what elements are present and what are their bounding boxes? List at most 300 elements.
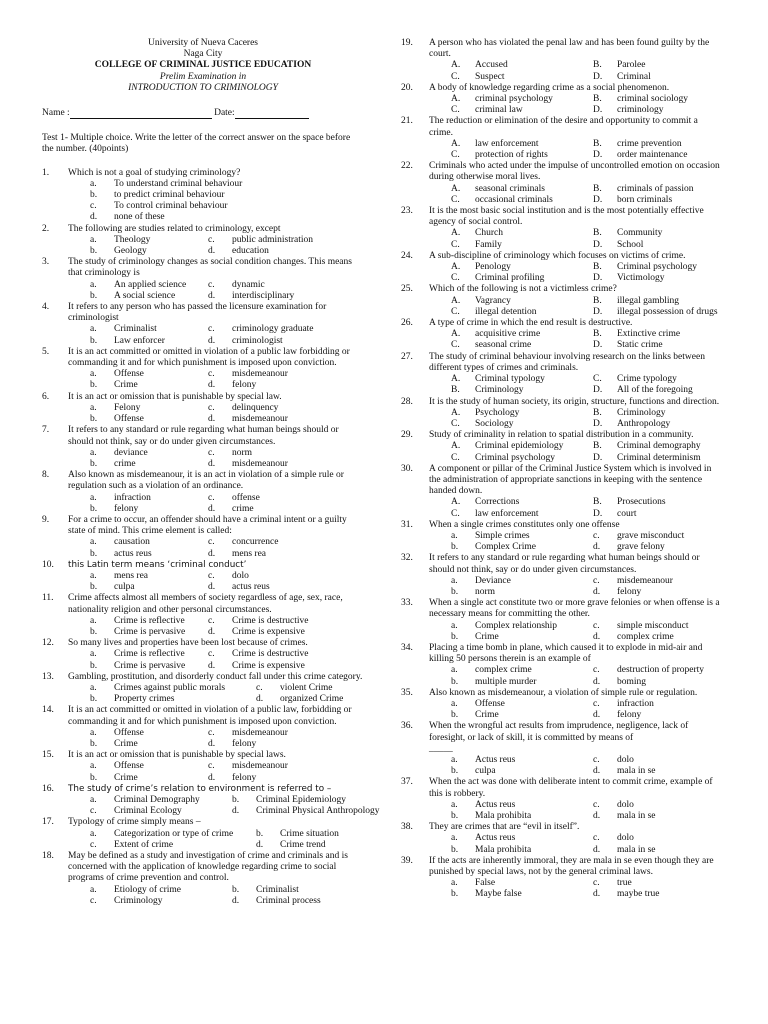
answer-option[interactable] [90,694,250,705]
answer-option[interactable] [90,683,250,694]
answer-option[interactable] [451,665,587,676]
answer-option[interactable] [256,683,364,694]
option-text: causation [114,537,150,548]
option-text: Felony [114,402,141,413]
option-text: Complex Crime [475,542,536,553]
question-number: 8. [42,470,50,481]
answer-option[interactable] [90,773,202,784]
option-letter: d. [256,839,264,850]
answer-option[interactable] [593,374,723,385]
question-number: 1. [42,167,50,178]
option-text: concurrence [232,537,279,548]
answer-option[interactable] [451,329,587,340]
option-text: Criminology [617,407,666,418]
option-text: criminology [617,105,664,116]
question-text: The study of criminology changes as social condition changes. This means that criminology is [68,257,352,279]
answer-option[interactable] [451,184,587,195]
option-grid [429,329,723,351]
answer-option[interactable] [90,291,202,302]
option-letter: A. [451,262,461,273]
answer-option[interactable] [208,739,364,750]
question-item [42,817,364,851]
question-number: 6. [42,391,50,402]
answer-option[interactable] [232,795,380,806]
option-text: Property crimes [114,694,175,705]
question-text: When the act was done with deliberate intent to commit crime, example of this is robbery. [429,777,713,799]
answer-option[interactable] [593,766,723,777]
answer-option[interactable] [256,840,364,851]
answer-option[interactable] [593,531,723,542]
option-letter: A. [451,94,461,105]
answer-option[interactable] [451,273,587,284]
answer-option[interactable] [90,582,202,593]
answer-option[interactable] [208,761,364,772]
answer-option[interactable] [593,150,723,161]
answer-option[interactable] [593,240,723,251]
answer-option[interactable] [90,459,202,470]
option-letter: b. [90,414,98,425]
answer-option[interactable] [208,414,364,425]
option-letter: B. [593,183,602,194]
option-letter: d. [208,548,216,559]
answer-option[interactable] [593,845,723,856]
answer-option[interactable] [451,195,587,206]
question-text: It is the most basic social institution and is the most potentially effective agency of social control. [429,206,704,228]
answer-option[interactable] [593,453,723,464]
option-letter: A. [451,374,461,385]
option-letter: d. [593,811,601,822]
option-grid [68,448,364,470]
name-label: Name : [42,108,70,119]
answer-option[interactable] [90,414,202,425]
question-number: 12. [42,638,54,649]
option-letter: c. [208,447,215,458]
answer-option[interactable] [451,710,587,721]
right-question-list [403,38,723,901]
answer-option[interactable] [451,72,587,83]
answer-option[interactable] [593,889,723,900]
option-letter: D. [593,418,603,429]
option-list [68,179,364,224]
answer-option[interactable] [90,201,364,212]
option-letter: c. [593,698,600,709]
answer-option[interactable] [256,694,364,705]
option-text: Criminal Ecology [114,806,182,817]
answer-option[interactable] [90,190,364,201]
option-letter: D. [593,194,603,205]
option-text: Offense [114,727,144,738]
option-grid [68,280,364,302]
answer-option[interactable] [208,235,364,246]
answer-option[interactable] [593,497,723,508]
answer-option[interactable] [593,699,723,710]
option-text: Offense [114,761,144,772]
answer-option[interactable] [451,453,587,464]
question-text: Study of criminality in relation to spatial distribution in a community. [429,430,694,441]
left-column [42,38,380,907]
answer-option[interactable] [208,773,364,784]
answer-option[interactable] [90,537,202,548]
answer-option[interactable] [451,833,587,844]
answer-option[interactable] [232,896,364,907]
answer-option[interactable] [451,889,587,900]
question-number: 27. [401,351,413,362]
option-letter: c. [208,402,215,413]
answer-option[interactable] [593,139,723,150]
answer-option[interactable] [208,291,364,302]
option-letter: D. [593,508,603,519]
question-text: If the acts are inherently immoral, they are mala in se even though they are punished by special laws, not by the general criminal laws. [429,855,714,878]
option-letter: b. [90,190,98,201]
answer-option[interactable] [90,829,250,840]
option-letter: C. [451,71,460,82]
answer-option[interactable] [593,273,723,284]
answer-option[interactable] [90,896,226,907]
answer-option[interactable] [593,307,723,318]
answer-option[interactable] [90,627,202,638]
answer-option[interactable] [451,845,587,856]
date-label: Date: [214,108,235,119]
option-grid [429,60,723,82]
answer-option[interactable] [90,761,202,772]
answer-option[interactable] [593,262,723,273]
answer-option[interactable] [451,94,587,105]
answer-option[interactable] [593,105,723,116]
option-text: felony [617,586,642,597]
option-text: mala in se [617,811,656,822]
option-grid [429,699,723,721]
option-grid [429,184,723,206]
question-item [42,168,364,224]
answer-option[interactable] [208,493,364,504]
answer-option[interactable] [451,296,587,307]
option-letter: a. [451,878,458,889]
answer-option[interactable] [451,699,587,710]
answer-option[interactable] [593,195,723,206]
answer-option[interactable] [208,369,364,380]
answer-option[interactable] [451,587,587,598]
answer-option[interactable] [90,235,202,246]
option-text: Criminology [114,895,163,906]
answer-option[interactable] [451,509,587,520]
answer-option[interactable] [593,665,723,676]
answer-option[interactable] [593,72,723,83]
option-letter: A. [451,183,461,194]
option-letter: B. [593,60,602,71]
answer-option[interactable] [451,150,587,161]
answer-option[interactable] [593,408,723,419]
option-letter: A. [451,441,461,452]
option-text: to predict criminal behaviour [114,190,225,201]
question-text: It is an act or omission that is punishable by special laws. [68,750,286,761]
answer-option[interactable] [593,755,723,766]
answer-option[interactable] [90,504,202,515]
answer-option[interactable] [451,878,587,889]
option-letter: c. [208,761,215,772]
answer-option[interactable] [90,179,364,190]
option-letter: d. [256,694,264,705]
answer-option[interactable] [208,403,364,414]
answer-option[interactable] [90,403,202,414]
answer-option[interactable] [208,627,364,638]
answer-option[interactable] [593,441,723,452]
answer-option[interactable] [451,531,587,542]
answer-option[interactable] [451,677,587,688]
answer-option[interactable] [208,537,364,548]
option-letter: c. [256,682,263,693]
option-letter: d. [208,738,216,749]
question-number: 34. [401,642,413,653]
answer-option[interactable] [208,616,364,627]
question-number: 10. [42,559,54,570]
option-letter: b. [256,828,264,839]
answer-option[interactable] [593,94,723,105]
option-grid [429,755,723,777]
answer-option[interactable] [451,385,587,396]
option-letter: A. [451,407,461,418]
answer-option[interactable] [451,60,587,71]
question-text: Also known as misdemeanour, it is an act in violation of a simple rule or regulation such as a violation of an ordinance. [68,470,344,492]
question-text: It refers to any standard or rule regarding what human beings should or should not think, say or do under given circumstances. [429,553,700,575]
option-letter: b. [451,811,459,822]
exam-title: Prelim Examination in [159,71,247,82]
answer-option[interactable] [451,262,587,273]
answer-option[interactable] [451,766,587,777]
answer-option[interactable] [593,587,723,598]
answer-option[interactable] [256,829,364,840]
option-text: actus reus [232,582,270,593]
question-text: It refers to any person who has passed the licensure examination for criminologist [68,302,327,324]
answer-option[interactable] [90,571,202,582]
question-item [403,553,723,598]
answer-option[interactable] [593,385,723,396]
option-letter: c. [90,839,97,850]
option-letter: c. [208,369,215,380]
option-letter: B. [593,228,602,239]
answer-option[interactable] [451,374,587,385]
answer-option[interactable] [451,632,587,643]
option-letter: d. [593,676,601,687]
option-text: Anthropology [617,418,671,429]
option-text: False [475,878,496,889]
answer-option[interactable] [451,408,587,419]
answer-option[interactable] [593,419,723,430]
answer-option[interactable] [90,212,364,223]
option-text: Actus reus [475,755,516,765]
answer-option[interactable] [451,240,587,251]
answer-option[interactable] [90,280,202,291]
name-blank[interactable] [70,108,212,119]
answer-option[interactable] [90,336,202,347]
answer-option[interactable] [90,840,250,851]
answer-option[interactable] [593,621,723,632]
answer-option[interactable] [593,677,723,688]
answer-option[interactable] [451,755,587,766]
answer-option[interactable] [90,739,202,750]
option-letter: a. [90,884,97,895]
answer-option[interactable] [90,616,202,627]
answer-option[interactable] [451,139,587,150]
question-number: 26. [401,318,413,329]
option-letter: c. [208,649,215,660]
question-item [42,302,364,347]
answer-option[interactable] [208,649,364,660]
answer-option[interactable] [208,582,364,593]
option-text: order maintenance [617,150,688,161]
option-text: Crime [114,380,138,391]
option-letter: d. [208,458,216,469]
question-item [403,777,723,822]
answer-option[interactable] [593,878,723,889]
question-number: 33. [401,598,413,609]
answer-option[interactable] [451,576,587,587]
answer-option[interactable] [90,369,202,380]
question-text: So many lives and properties have been lost because of crimes. [68,638,308,649]
answer-option[interactable] [451,800,587,811]
option-text: Criminal [617,71,651,82]
option-letter: C. [451,239,460,250]
option-text: Prosecutions [617,497,666,508]
answer-option[interactable] [593,509,723,520]
answer-option[interactable] [593,340,723,351]
answer-option[interactable] [232,806,380,817]
answer-option[interactable] [593,576,723,587]
option-letter: b. [90,738,98,749]
date-blank[interactable] [235,108,309,119]
option-text: Deviance [475,575,511,586]
answer-option[interactable] [208,504,364,515]
question-number: 24. [401,250,413,261]
answer-option[interactable] [593,542,723,553]
answer-option[interactable] [451,621,587,632]
option-letter: c. [593,530,600,541]
option-letter: D. [593,385,603,396]
option-letter: D. [593,452,603,463]
answer-option[interactable] [208,336,364,347]
option-letter: d. [208,660,216,671]
option-letter: b. [90,660,98,671]
answer-option[interactable] [451,811,587,822]
option-grid [429,94,723,116]
option-letter: d. [208,380,216,391]
option-letter: a. [90,492,97,503]
option-text: born criminals [617,194,673,205]
option-letter: C. [451,340,460,351]
option-text: Actus reus [475,833,516,844]
answer-option[interactable] [593,632,723,643]
option-text: criminal sociology [617,94,688,105]
question-text: For a crime to occur, an offender should have a criminal intent or a guilty state of mind. This crime element is called: [68,514,347,537]
answer-option[interactable] [593,329,723,340]
answer-option[interactable] [451,340,587,351]
option-text: misdemeanour [232,369,288,380]
answer-option[interactable] [90,246,202,257]
answer-option[interactable] [593,710,723,721]
option-grid [429,441,723,463]
option-grid [429,833,723,855]
option-text: Sociology [475,418,514,429]
option-text: Criminal Demography [114,795,200,805]
option-text: protection of rights [475,150,548,161]
answer-option[interactable] [208,246,364,257]
answer-option[interactable] [90,649,202,660]
answer-option[interactable] [208,459,364,470]
option-letter: c. [90,895,97,906]
answer-option[interactable] [90,728,202,739]
question-text: The study of crime’s relation to environment is referred to – [68,783,332,794]
answer-option[interactable] [208,728,364,739]
answer-option[interactable] [232,885,364,896]
answer-option[interactable] [451,497,587,508]
question-text: It is the study of human society, its origin, structure, functions and direction. [429,396,720,407]
answer-option[interactable] [451,307,587,318]
option-text: mala in se [617,766,656,777]
option-text: Church [475,228,503,239]
answer-option[interactable] [451,419,587,430]
answer-option[interactable] [208,549,364,560]
option-text: illegal detention [475,306,537,317]
question-number: 25. [401,284,413,295]
option-letter: B. [593,407,602,418]
answer-option[interactable] [593,228,723,239]
answer-option[interactable] [593,60,723,71]
option-text: Psychology [475,407,520,418]
option-grid [429,228,723,250]
option-text: delinquency [232,402,279,413]
option-grid [429,576,723,598]
answer-option[interactable] [90,795,226,806]
question-text: It is an act or omission that is punishable by special law. [68,391,282,402]
question-item [42,672,364,706]
option-text: law enforcement [475,138,539,149]
question-text: They are crimes that are “evil in itself”. [429,822,580,833]
answer-option[interactable] [208,571,364,582]
college-name: COLLEGE OF CRIMINAL JUSTICE EDUCATION [94,60,312,71]
option-letter: A. [451,228,461,239]
option-text: Mala prohibita [475,844,532,855]
question-item [42,851,364,907]
answer-option[interactable] [593,800,723,811]
answer-option[interactable] [593,296,723,307]
answer-option[interactable] [208,661,364,672]
option-letter: A. [451,60,461,71]
answer-option[interactable] [208,280,364,291]
answer-option[interactable] [451,542,587,553]
question-item [403,520,723,554]
answer-option[interactable] [451,441,587,452]
answer-option[interactable] [90,661,202,672]
answer-option[interactable] [451,105,587,116]
answer-option[interactable] [593,833,723,844]
option-letter: D. [593,105,603,116]
answer-option[interactable] [90,493,202,504]
answer-option[interactable] [451,228,587,239]
answer-blank-line: _____ [429,743,453,754]
option-text: Crime [114,772,138,783]
question-number: 15. [42,750,54,761]
answer-option[interactable] [90,380,202,391]
answer-option[interactable] [90,885,226,896]
answer-option[interactable] [90,448,202,459]
answer-option[interactable] [208,448,364,459]
answer-option[interactable] [593,184,723,195]
answer-option[interactable] [90,549,202,560]
answer-option[interactable] [90,806,226,817]
answer-option[interactable] [593,811,723,822]
answer-option[interactable] [208,324,364,335]
answer-option[interactable] [208,380,364,391]
answer-option[interactable] [90,324,202,335]
